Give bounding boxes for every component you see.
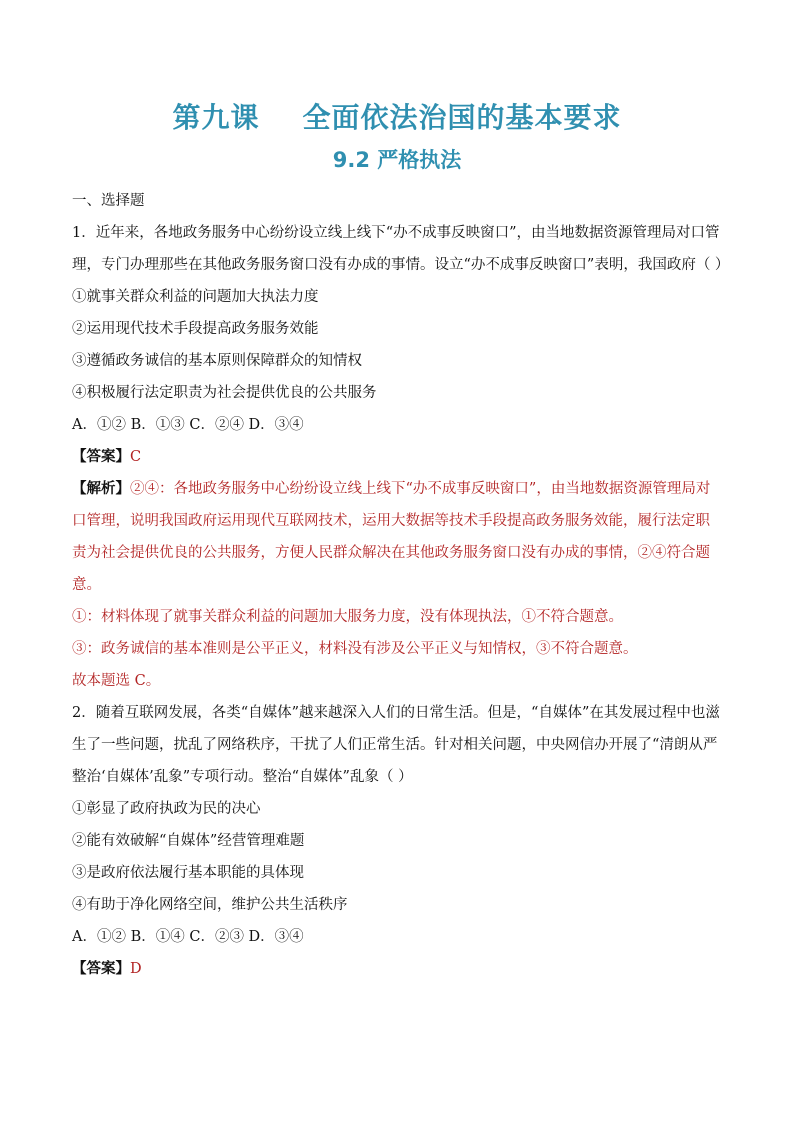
question-2-choices: A．①② B．①④ C．②③ D．③④ — [72, 929, 304, 945]
analysis-text: ②④：各地政务服务中心纷纷设立线上线下“办不成事反映窗口”，由当地数据资源管理局对口管理，说明我国政府运用现代互联网技术，运用大数据等技术手段提高政务服务效能，履行法定职责为社会提供优良的公共服务，方便人民群众解决在其他政务服务窗口没有办成的事情，②④符合题意。 — [72, 481, 711, 593]
question-2-stem: 2．随着互联网发展，各类“自媒体”越来越深入人们的日常生活。但是，“自媒体”在其发展过程中也滋生了一些问题，扰乱了网络秩序，干扰了人们正常生活。针对相关问题，中央网信办开展了“清朗从严整治‘自媒体’乱象”专项行动。整治“自媒体”乱象（ ） — [72, 705, 720, 785]
question-2-option: ③是政府依法履行基本职能的具体现 — [72, 865, 304, 881]
content — [72, 185, 730, 985]
question-2-option: ④有助于净化网络空间，维护公共生活秩序 — [72, 897, 348, 913]
question-2-option: ①彰显了政府执政为民的决心 — [72, 801, 261, 817]
question-1-option: ③遵循政务诚信的基本原则保障群众的知情权 — [72, 353, 362, 369]
answer-label: 【答案】 — [72, 448, 130, 465]
analysis-line: 故本题选 C。 — [72, 673, 161, 689]
page-subtitle: 9.2 严格执法 — [332, 148, 462, 172]
answer-value: C — [130, 449, 142, 465]
analysis-line: ①：材料体现了就事关群众利益的问题加大服务力度，没有体现执法，①不符合题意。 — [72, 609, 623, 625]
answer-label: 【答案】 — [72, 960, 130, 977]
question-1-option: ②运用现代技术手段提高政务服务效能 — [72, 321, 319, 337]
question-1-option: ①就事关群众利益的问题加大执法力度 — [72, 289, 319, 305]
question-1-option: ④积极履行法定职责为社会提供优良的公共服务 — [72, 385, 377, 401]
analysis-line: ③：政务诚信的基本准则是公平正义，材料没有涉及公平正义与知情权，③不符合题意。 — [72, 641, 638, 657]
section-heading: 一、选择题 — [72, 193, 145, 209]
question-1-stem: 1．近年来，各地政务服务中心纷纷设立线上线下“办不成事反映窗口”，由当地数据资源管理局对口管理，专门办理那些在其他政务服务窗口没有办成的事情。设立“办不成事反映窗口”表明，我国政府（ ） — [72, 225, 730, 273]
question-1-analysis — [72, 473, 724, 601]
question-1-choices: A．①② B．①③ C．②④ D．③④ — [72, 417, 304, 433]
analysis-label: 【解析】 — [72, 480, 130, 497]
question-2-option: ②能有效破解“自媒体”经营管理难题 — [72, 833, 305, 849]
question-1-answer — [72, 441, 724, 473]
answer-value: D — [130, 961, 142, 977]
page-title: 第九课 全面依法治国的基本要求 — [172, 101, 622, 134]
question-2-answer — [72, 953, 724, 985]
